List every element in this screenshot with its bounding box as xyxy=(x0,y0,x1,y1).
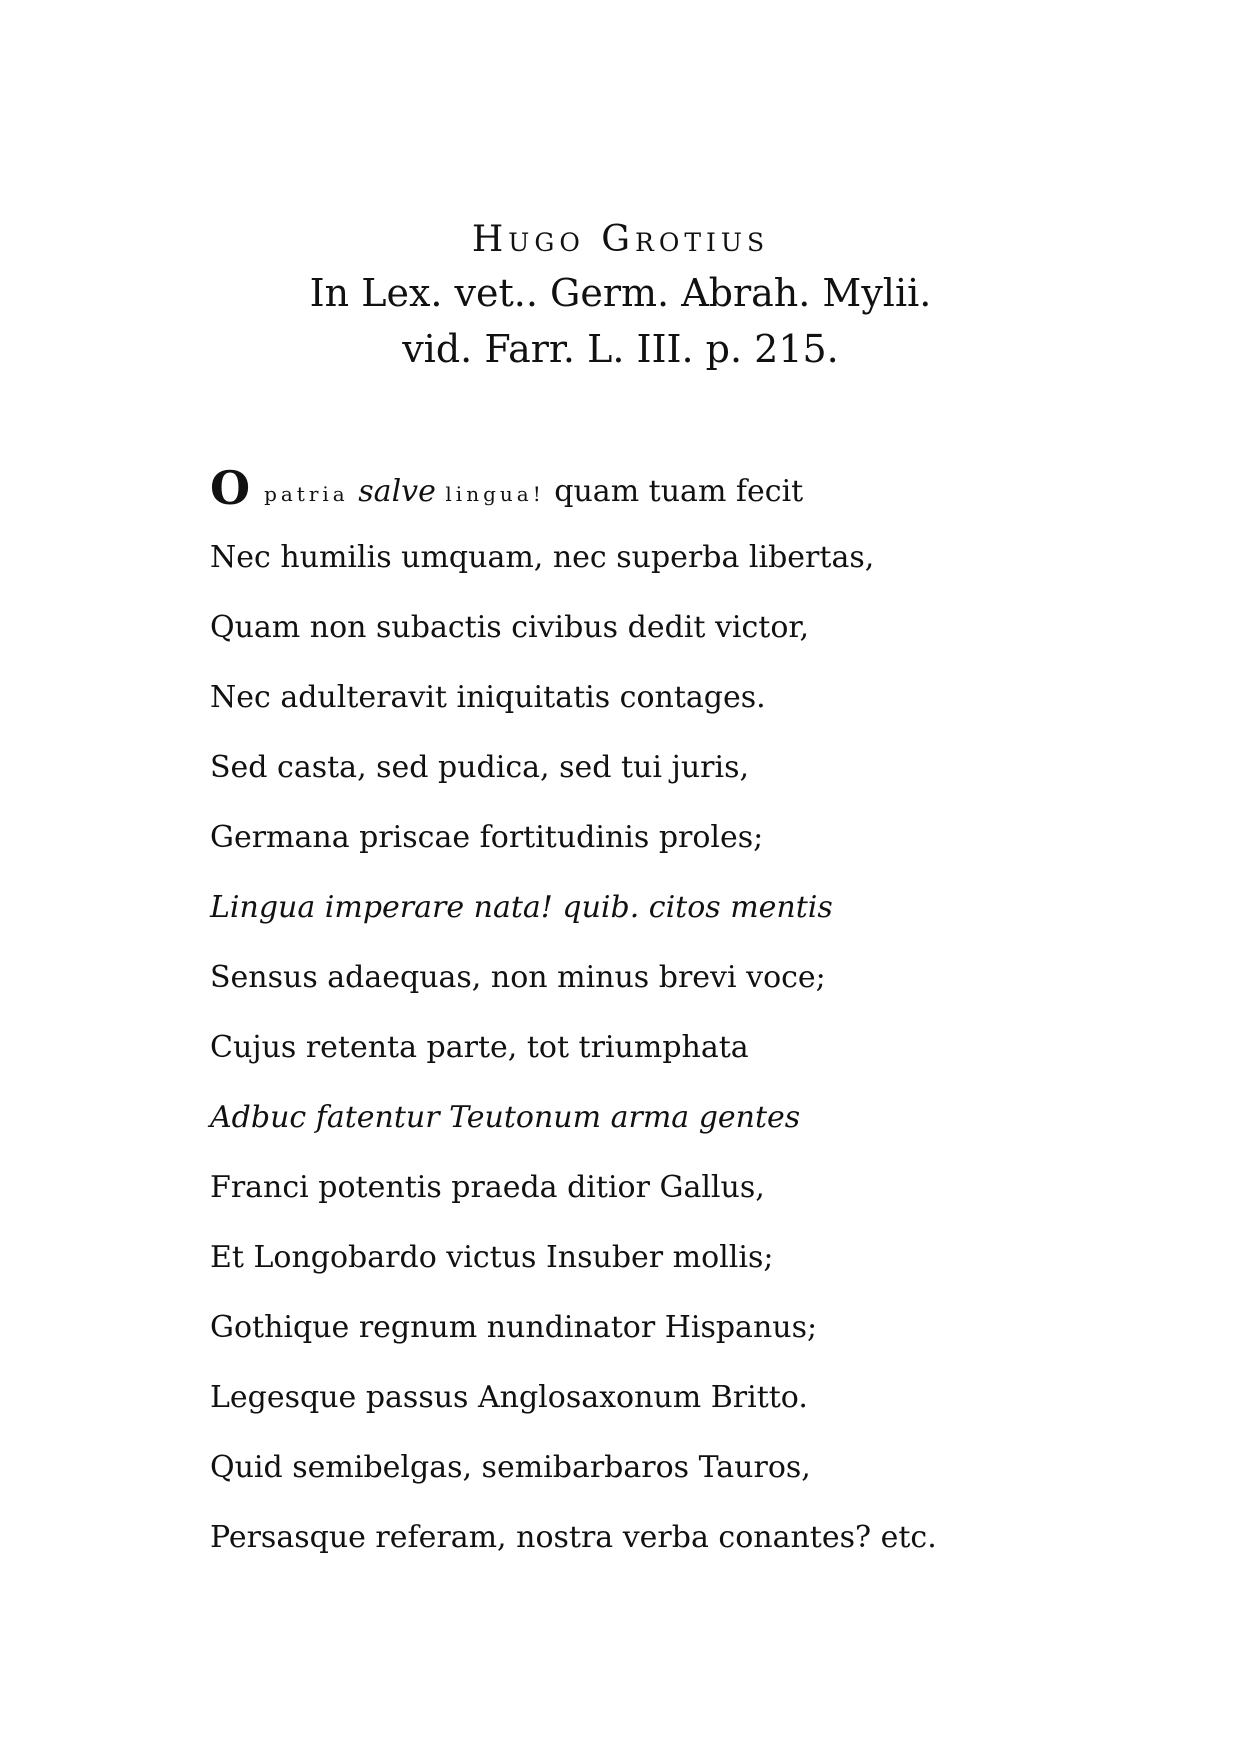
poem-line: Persasque referam, nostra verba conantes? etc. xyxy=(210,1520,937,1555)
poem-line: Franci potentis praeda ditior Gallus, xyxy=(210,1170,765,1205)
author-name: Hugo Grotius xyxy=(471,219,770,260)
first-line-caps-1: patria xyxy=(264,482,349,506)
poem-line: Sensus adaequas, non minus brevi voce; xyxy=(210,960,826,995)
poem-line: Germana priscae fortitudinis proles; xyxy=(210,820,764,855)
first-line-italic: salve xyxy=(358,474,436,509)
poem-body xyxy=(210,453,1210,1573)
poem-line: Lingua imperare nata! quib. citos mentis xyxy=(210,890,833,925)
drop-initial: O xyxy=(210,461,251,515)
reference-line: vid. Farr. L. III. p. 215. xyxy=(402,327,839,371)
poem-line: Legesque passus Anglosaxonum Britto. xyxy=(210,1380,808,1415)
poem-line: Et Longobardo victus Insuber mollis; xyxy=(210,1240,774,1275)
poem-line: Quam non subactis civibus dedit victor, xyxy=(210,610,810,645)
poem-first-line xyxy=(210,453,1210,523)
heading-block xyxy=(0,215,1241,377)
poem-line: Adbuc fatentur Teutonum arma gentes xyxy=(210,1100,801,1135)
poem-line: Nec humilis umquam, nec superba libertas, xyxy=(210,540,875,575)
poem-line: Gothique regnum nundinator Hispanus; xyxy=(210,1310,818,1345)
poem-line: Sed casta, sed pudica, sed tui juris, xyxy=(210,750,750,785)
first-line-rest: quam tuam fecit xyxy=(554,474,804,509)
source-line: In Lex. vet.. Germ. Abrah. Mylii. xyxy=(309,271,932,315)
poem-line: Quid semibelgas, semibarbaros Tauros, xyxy=(210,1450,811,1485)
poem-line: Nec adulteravit iniquitatis contages. xyxy=(210,680,766,715)
first-line-caps-2: lingua! xyxy=(445,482,545,506)
poem-line: Cujus retenta parte, tot triumphata xyxy=(210,1030,749,1065)
